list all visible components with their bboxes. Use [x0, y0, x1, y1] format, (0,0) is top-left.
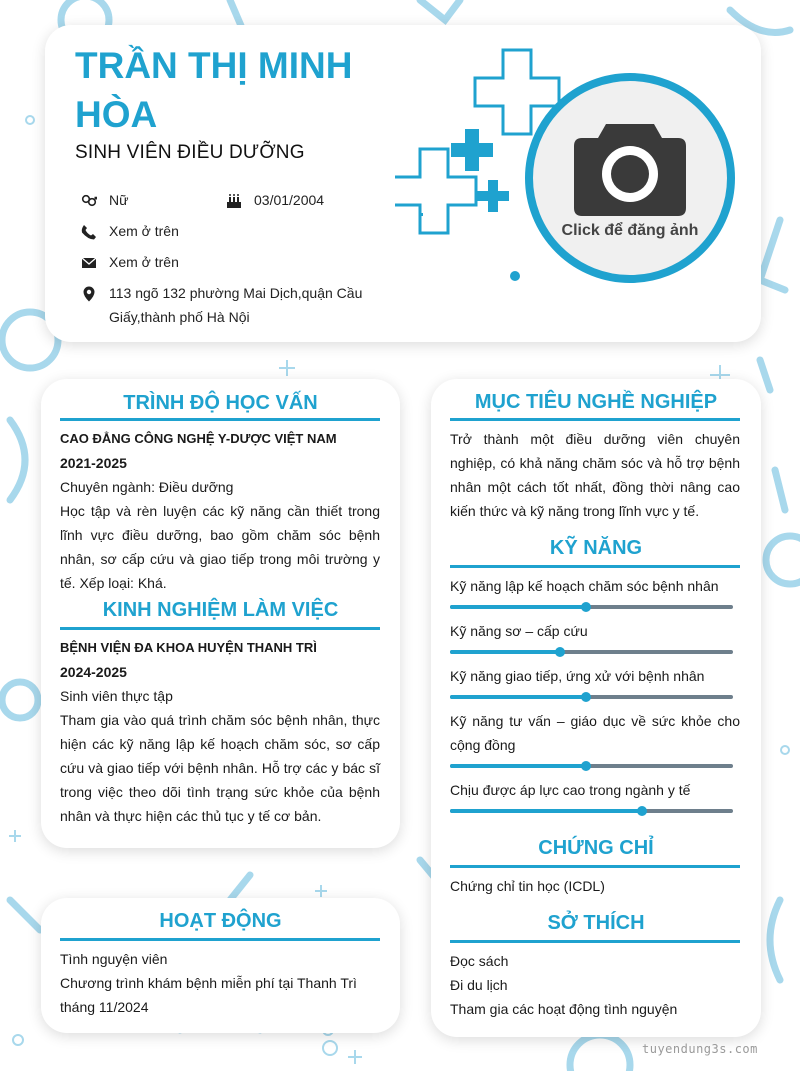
experience-period: 2024-2025 [60, 664, 127, 680]
education-experience-card [41, 379, 400, 848]
education-major: Chuyên ngành: Điều dưỡng [60, 479, 234, 495]
header-card [45, 25, 761, 342]
camera-icon [572, 116, 688, 216]
candidate-name: TRẦN THỊ MINH HÒA [75, 45, 353, 135]
skill-bar-fill [450, 605, 586, 609]
gender-row [81, 192, 128, 212]
experience-divider [60, 627, 380, 630]
skill-bar-fill [450, 650, 560, 654]
phone-icon [81, 224, 97, 240]
activities-role: Tình nguyện viên [60, 951, 168, 967]
skill-bar-handle [581, 602, 591, 612]
address-value: 113 ngõ 132 phường Mai Dịch,quận Cầu Giấy,thành phố Hà Nội [109, 285, 363, 325]
objective-text: Trở thành một điều dưỡng viên chuyên nghiệp, có khả năng chăm sóc và hỗ trợ bệnh nhân một cách tốt nhất, đồng thời nâng cao kiến thức và kỹ năng trong lĩnh vực y tế. [450, 431, 740, 519]
watermark: tuyendung3s.com [642, 1042, 758, 1056]
birthday-cake-icon [226, 193, 242, 209]
hobby-item: Đi du lịch [450, 977, 508, 993]
skill-bar-fill [450, 809, 642, 813]
certificates-title: CHỨNG CHỈ [538, 837, 654, 859]
skill-bar [450, 605, 733, 609]
email-value: Xem ở trên [109, 254, 179, 270]
photo-upload-label: Click để đăng ảnh [561, 222, 699, 239]
hobby-item: Đọc sách [450, 953, 509, 969]
skill-bar-handle [581, 692, 591, 702]
certificate-item: Chứng chỉ tin học (ICDL) [450, 878, 605, 894]
objective-skills-card [431, 379, 761, 1037]
education-divider [60, 418, 380, 421]
skills-divider [450, 565, 740, 568]
email-row [81, 254, 179, 274]
activities-date: tháng 11/2024 [60, 999, 149, 1015]
location-pin-icon [81, 286, 97, 302]
envelope-icon [81, 255, 97, 271]
education-title: TRÌNH ĐỘ HỌC VẤN [123, 392, 318, 414]
skill-bar-fill [450, 764, 586, 768]
activities-card [41, 898, 400, 1033]
skill-label: Kỹ năng lập kế hoạch chăm sóc bệnh nhân [450, 578, 719, 594]
activities-divider [60, 938, 380, 941]
birthday-value: 03/01/2004 [254, 192, 325, 208]
skill-label: Kỹ năng sơ – cấp cứu [450, 623, 588, 639]
objective-divider [450, 418, 740, 421]
experience-company: BỆNH VIỆN ĐA KHOA HUYỆN THANH TRÌ [60, 640, 317, 655]
education-school: CAO ĐẲNG CÔNG NGHỆ Y-DƯỢC VIỆT NAM [60, 431, 337, 446]
gender-value: Nữ [109, 192, 129, 208]
education-period: 2021-2025 [60, 455, 127, 471]
skill-bar-handle [555, 647, 565, 657]
gender-icon [81, 193, 97, 209]
skill-bar-fill [450, 695, 586, 699]
skill-label: Kỹ năng tư vấn – giáo dục về sức khỏe cho cộng đồng [450, 713, 740, 753]
hobby-item: Tham gia các hoạt động tình nguyện [450, 1001, 678, 1017]
address-row [81, 285, 381, 329]
photo-upload[interactable] [525, 73, 735, 283]
hobbies-title: SỞ THÍCH [547, 912, 645, 934]
activities-title: HOẠT ĐỘNG [159, 910, 282, 932]
skill-label: Chịu được áp lực cao trong ngành y tế [450, 782, 691, 798]
skill-bar-handle [637, 806, 647, 816]
job-title: SINH VIÊN ĐIỀU DƯỠNG [75, 142, 305, 163]
skill-bar [450, 809, 733, 813]
experience-description: Tham gia vào quá trình chăm sóc bệnh nhân, thực hiện các kỹ năng lập kế hoạch chăm sóc, sơ cấp cứu và giao tiếp với bệnh nhân. Hỗ trợ các y bác sĩ trong việc theo dõi tình trạng sức khỏe của bệnh nhân và thực hiện các thủ tục y tế cơ bản. [60, 712, 380, 824]
skill-bar-handle [581, 761, 591, 771]
education-description: Học tập và rèn luyện các kỹ năng cần thiết trong lĩnh vực điều dưỡng, bao gồm chăm sóc bệnh nhân, sơ cấp cứu và giao tiếp trong môi trường y tế. Xếp loại: Khá. [60, 503, 380, 591]
objective-title: MỤC TIÊU NGHỀ NGHIỆP [474, 391, 718, 413]
skill-bar [450, 695, 733, 699]
activities-event: Chương trình khám bệnh miễn phí tại Thanh Trì [60, 975, 357, 991]
birthday-row [226, 192, 324, 212]
experience-position: Sinh viên thực tập [60, 688, 173, 704]
skill-bar [450, 650, 733, 654]
skill-label: Kỹ năng giao tiếp, ứng xử với bệnh nhân [450, 668, 705, 684]
skills-title: KỸ NĂNG [549, 537, 643, 559]
phone-row [81, 223, 179, 243]
hobbies-divider [450, 940, 740, 943]
certificates-divider [450, 865, 740, 868]
experience-title: KINH NGHIỆM LÀM VIỆC [102, 599, 339, 621]
phone-value: Xem ở trên [109, 223, 179, 239]
skill-bar [450, 764, 733, 768]
